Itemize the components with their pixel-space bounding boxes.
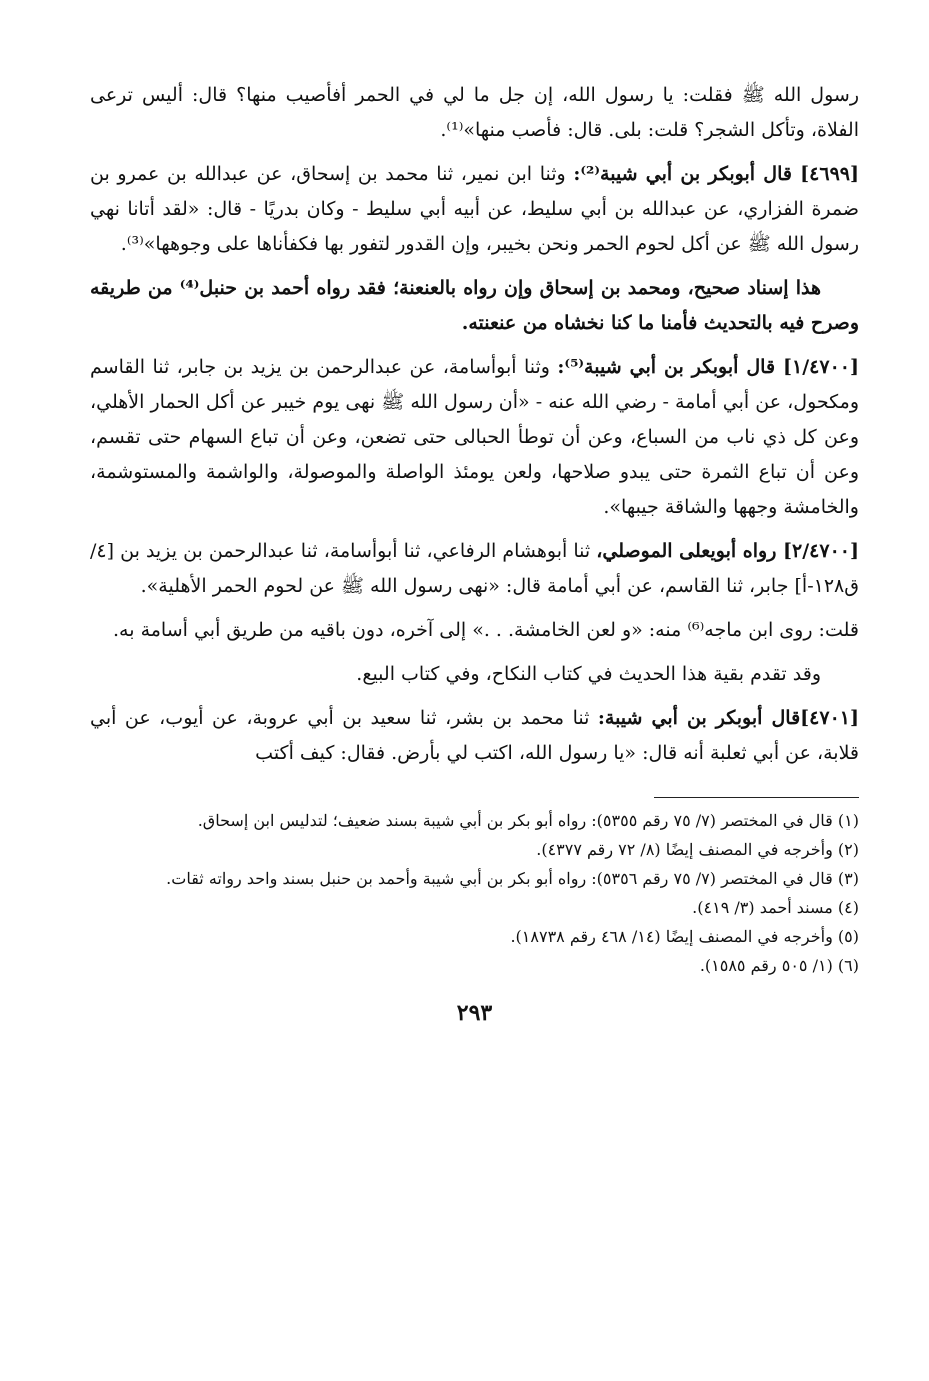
hadith-4701 [90,701,859,771]
hadith-4699 [90,157,859,262]
footnote-divider [654,797,859,798]
footnote-4: (٤) مسند أحمد (٣/ ٤١٩). [692,898,859,917]
page-number: ٢٩٣ [456,1000,493,1026]
hadith-heading: [١/٤٧٠٠] قال أبوبكر بن أبي شيبة⁽⁵⁾: [557,356,859,378]
hadith-4700-1 [90,350,859,525]
hadith-heading: [٢/٤٧٠٠] رواه أبويعلى الموصلي، [596,540,859,562]
note-paragraph-2: وقد تقدم بقية هذا الحديث في كتاب النكاح، وفي كتاب البيع. [356,663,821,685]
hadith-heading: [٤٧٠١]قال أبوبكر بن أبي شيبة: [597,707,859,729]
hadith-text: وثنا ابن نمير، ثنا محمد بن إسحاق، عن عبدالله بن عمرو بن ضمرة الفزاري، عن عبدالله بن أبي سليط، عن أبيه أبي سليط - وكان بدريًا - قال: «لقد أتانا نهي رسول الله ﷺ عن أكل لحوم الحمر ونحن بخيبر، وإن القدور لتفور بها فكفأناها على وجوهها»⁽³⁾. [90,163,859,255]
note-paragraph: قلت: روى ابن ماجه⁽⁶⁾ منه: «و لعن الخامشة. . .» إلى آخره، دون باقيه من طريق أبي أسامة به. [113,619,859,641]
footnote-6: (٦) (١/ ٥٠٥ رقم ١٥٨٥). [699,956,859,975]
footnotes [90,806,859,980]
hadith-text: ثنا محمد بن بشر، ثنا سعيد بن أبي عروبة، عن أيوب، عن أبي قلابة، عن أبي ثعلبة أنه قال: «يا رسول الله، اكتب لي بأرض. فقال: كيف أكتب [90,707,859,764]
hadith-heading: [٤٦٩٩] قال أبوبكر بن أبي شيبة⁽²⁾: [573,163,859,185]
hadith-4700-2 [90,534,859,604]
commentary-paragraph: هذا إسناد صحيح، ومحمد بن إسحاق وإن رواه بالعنعنة؛ فقد رواه أحمد بن حنبل⁽⁴⁾ من طريقه وصرح فيه بالتحديث فأمنا ما كنا نخشاه من عنعنته. [90,277,859,334]
hadith-text: ثنا أبوهشام الرفاعي، ثنا أبوأسامة، ثنا عبدالرحمن بن يزيد بن [٤/ق١٢٨-أ] جابر، ثنا القاسم، عن أبي أمامة قال: «نهى رسول الله ﷺ عن لحوم الحمر الأهلية». [90,540,859,597]
book-page [90,78,859,1026]
footnote-3: (٣) قال في المختصر (٧/ ٧٥ رقم ٥٣٥٦): رواه أبو بكر بن أبي شيبة وأحمد بن حنبل بسند واحد رواته ثقات. [166,869,859,888]
footnote-5: (٥) وأخرجه في المصنف إيضًا (١٤/ ٤٦٨ رقم ١٨٧٣٨). [510,927,859,946]
footnote-2: (٢) وأخرجه في المصنف إيضًا (٨/ ٧٢ رقم ٤٣٧٧). [536,840,859,859]
paragraph-1: رسول الله ﷺ فقلت: يا رسول الله، إن جل ما لي في الحمر أفأصيب منها؟ قال: أليس ترعى الفلاة، وتأكل الشجر؟ قلت: بلى. قال: فأصب منها»⁽¹⁾. [90,84,859,141]
hadith-text: وثنا أبوأسامة، عن عبدالرحمن بن يزيد بن جابر، ثنا القاسم ومكحول، عن أبي أمامة - رضي الله عنه - «أن رسول الله ﷺ نهى يوم خيبر عن أكل الحمار الأهلي، وعن كل ذي ناب من السباع، وعن أن توطأ الحبالى حتى تضعن، وعن أن تباع السهام حتى تقسم، وعن أن تباع الثمرة حتى يبدو صلاحها، ولعن يومئذ الواصلة والموصولة، والواشمة والمستوشمة، والخامشة وجهها والشاقة جيبها». [90,356,859,518]
footnote-1: (١) قال في المختصر (٧/ ٧٥ رقم ٥٣٥٥): رواه أبو بكر بن أبي شيبة بسند ضعيف؛ لتدليس ابن إسحاق. [197,811,859,830]
